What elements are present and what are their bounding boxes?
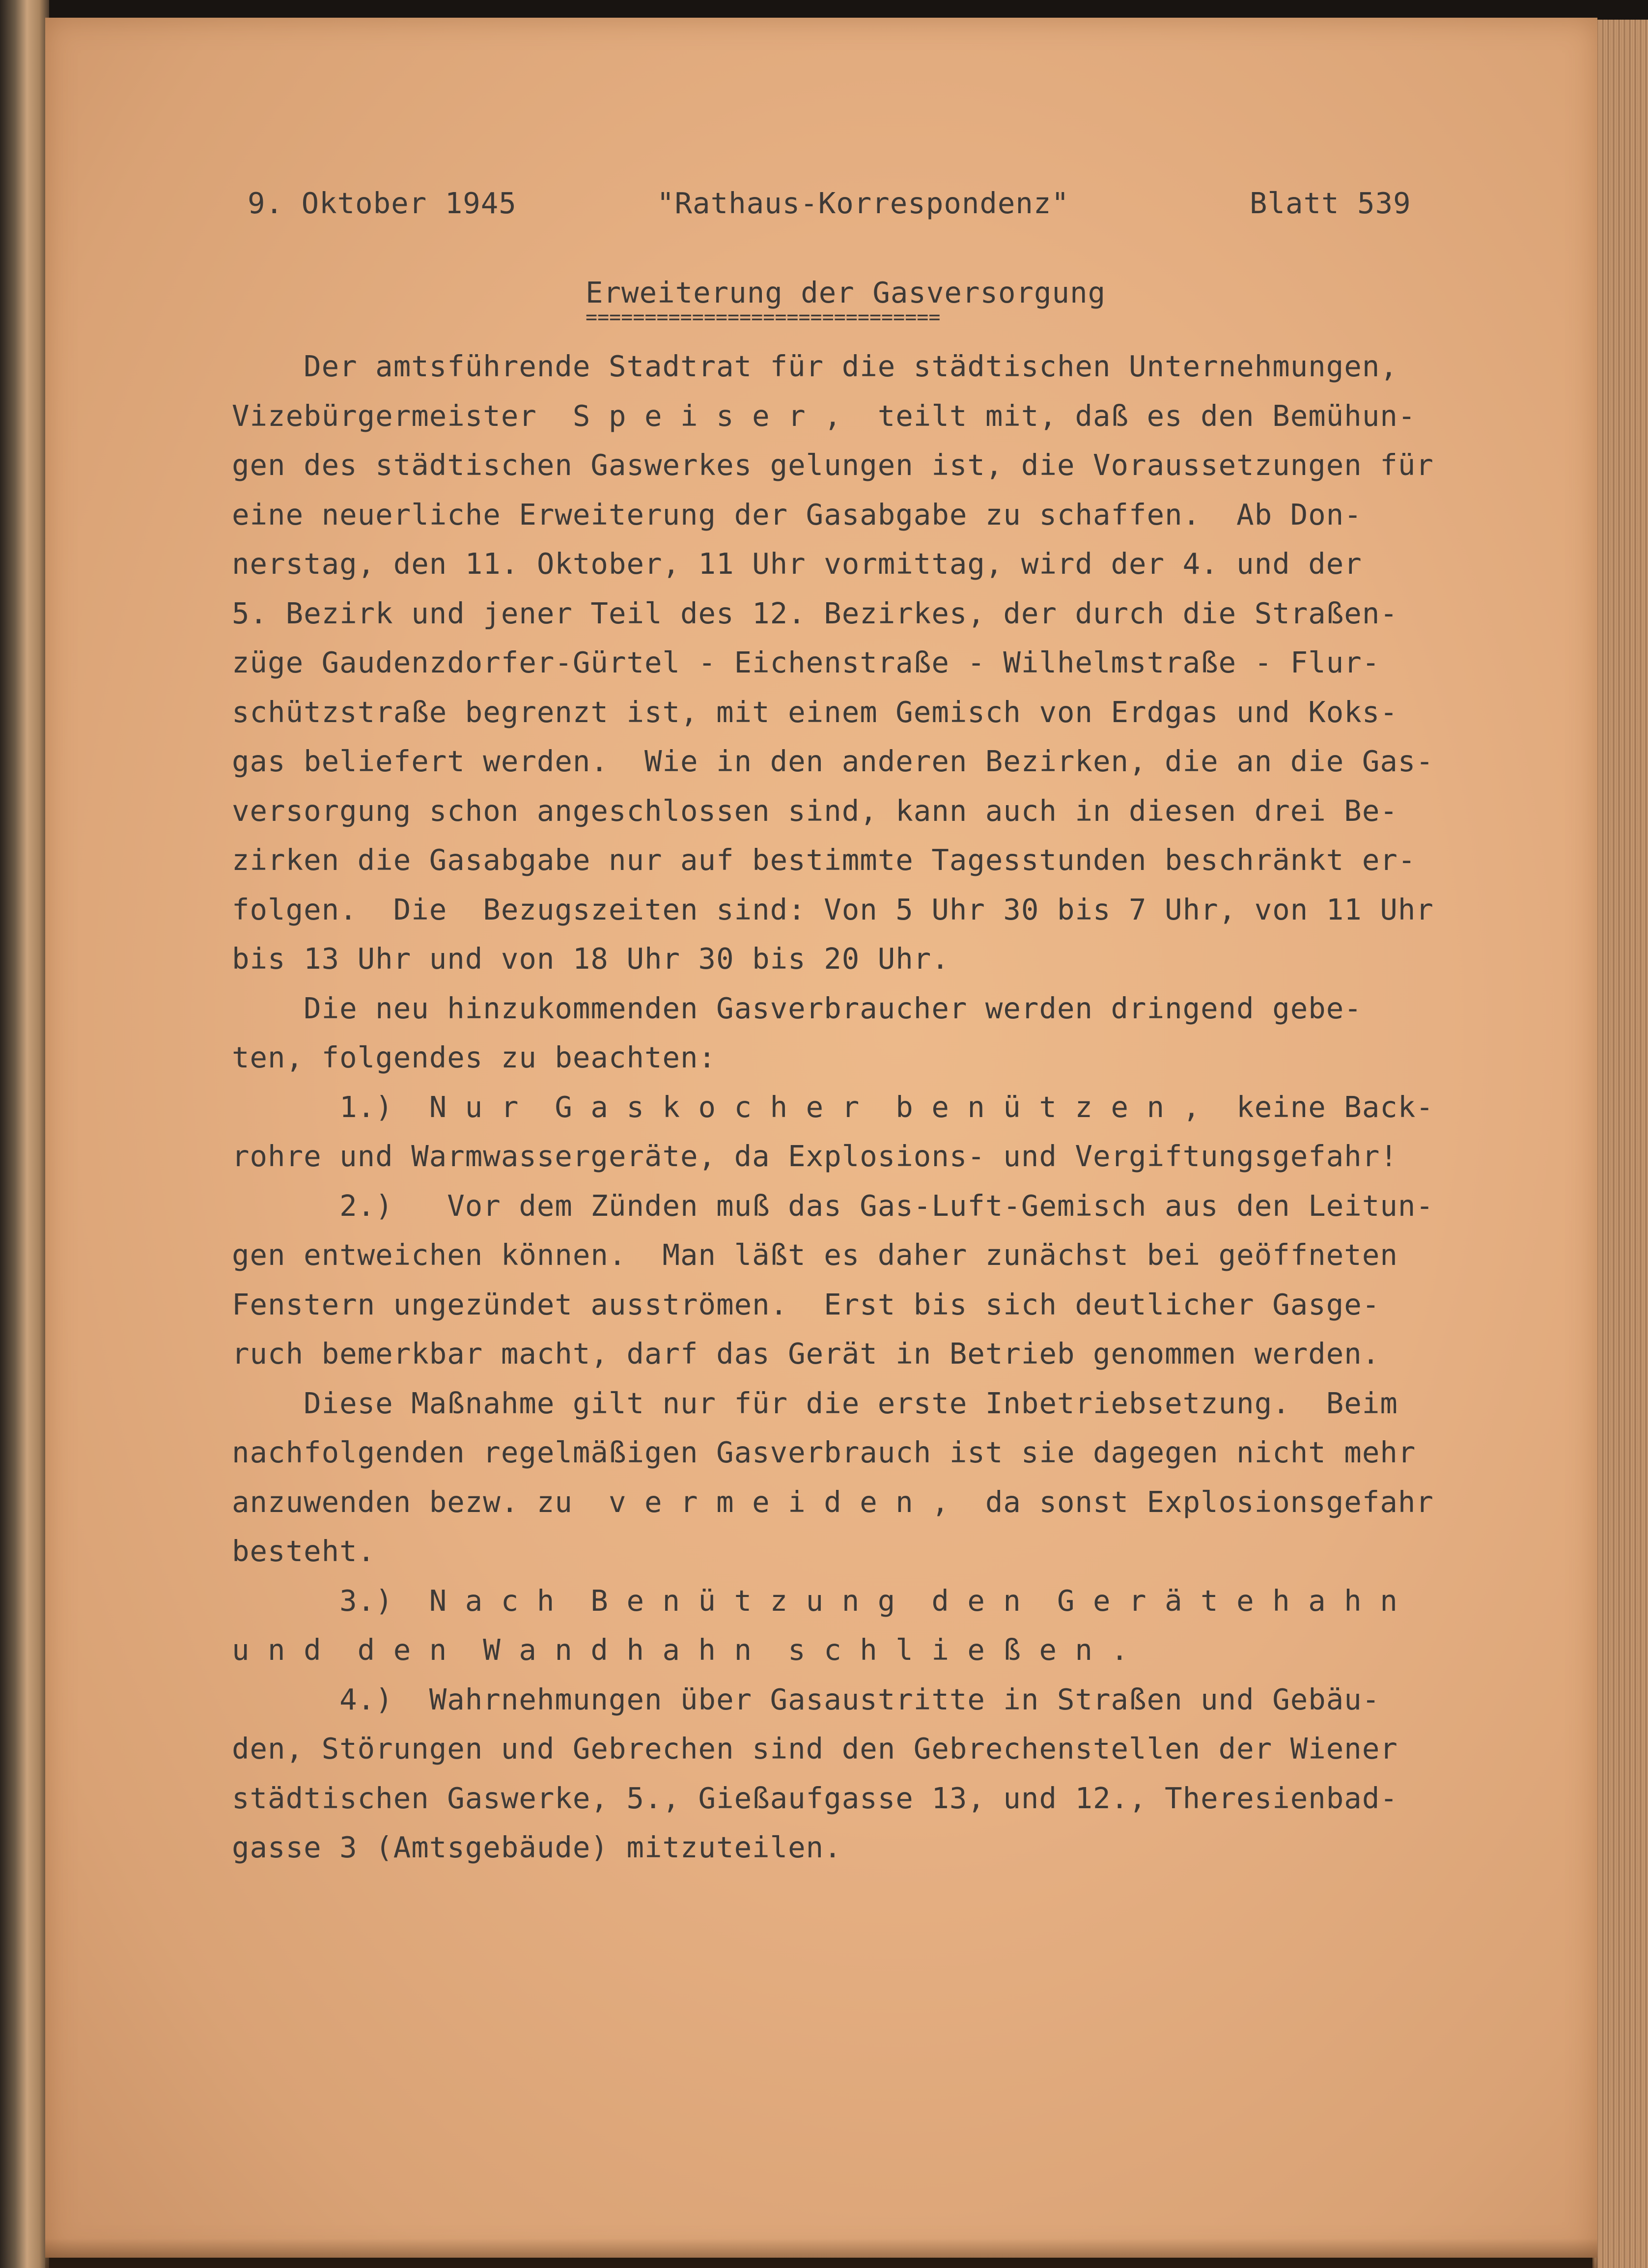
body-line: gen entweichen können. Man läßt es daher zunächst bei geöffneten bbox=[232, 1238, 1398, 1272]
body-line: folgen. Die Bezugszeiten sind: Von 5 Uhr 30 bis 7 Uhr, von 11 Uhr bbox=[232, 893, 1434, 926]
body-line: bis 13 Uhr und von 18 Uhr 30 bis 20 Uhr. bbox=[232, 942, 950, 976]
body-line: u n d d e n W a n d h a h n s c h l i e ß e n . bbox=[232, 1633, 1129, 1667]
body-line: Fenstern ungezündet ausströmen. Erst bis sich deutlicher Gasge- bbox=[232, 1288, 1380, 1321]
page-bottom-shadow bbox=[45, 2239, 1597, 2268]
header-sheet-number: Blatt 539 bbox=[1250, 186, 1411, 220]
body-line: gasse 3 (Amtsgebäude) mitzuteilen. bbox=[232, 1830, 842, 1864]
page-stack-edge bbox=[1592, 20, 1648, 2268]
body-line: rohre und Warmwassergeräte, da Explosions- und Vergiftungsgefahr! bbox=[232, 1139, 1398, 1173]
body-line: ruch bemerkbar macht, darf das Gerät in Betrieb genommen werden. bbox=[232, 1337, 1380, 1371]
body-line: 3.) N a c h B e n ü t z u n g d e n G e r ä t e h a h n bbox=[232, 1584, 1398, 1618]
header-source: "Rathaus-Korrespondenz" bbox=[657, 186, 1069, 220]
body-line: 4.) Wahrnehmungen über Gasaustritte in Straßen und Gebäu- bbox=[232, 1682, 1380, 1716]
headline: Erweiterung der Gasversorgung bbox=[586, 276, 1106, 309]
body-line: Vizebürgermeister S p e i s e r , teilt mit, daß es den Bemühun- bbox=[232, 399, 1416, 433]
body-line: versorgung schon angeschlossen sind, kann auch in diesen drei Be- bbox=[232, 794, 1398, 828]
body-line: Die neu hinzukommenden Gasverbraucher werden dringend gebe- bbox=[232, 991, 1362, 1025]
body-line: eine neuerliche Erweiterung der Gasabgabe zu schaffen. Ab Don- bbox=[232, 498, 1362, 532]
body-line: Diese Maßnahme gilt nur für die erste Inbetriebsetzung. Beim bbox=[232, 1386, 1398, 1420]
body-line: 2.) Vor dem Zünden muß das Gas-Luft-Gemisch aus den Leitun- bbox=[232, 1189, 1434, 1223]
headline-underline: ============================== bbox=[586, 306, 941, 329]
body-line: ten, folgendes zu beachten: bbox=[232, 1040, 717, 1074]
body-line: 5. Bezirk und jener Teil des 12. Bezirkes, der durch die Straßen- bbox=[232, 596, 1398, 630]
body-line: den, Störungen und Gebrechen sind den Gebrechenstellen der Wiener bbox=[232, 1732, 1398, 1765]
body-line: gas beliefert werden. Wie in den anderen Bezirken, die an die Gas- bbox=[232, 744, 1434, 778]
body-line: Der amtsführende Stadtrat für die städtischen Unternehmungen, bbox=[232, 349, 1398, 383]
header-date: 9. Oktober 1945 bbox=[248, 186, 517, 220]
body-line: besteht. bbox=[232, 1534, 376, 1568]
book-binding-edge bbox=[0, 0, 49, 2268]
body-line: anzuwenden bezw. zu v e r m e i d e n , da sonst Explosionsgefahr bbox=[232, 1485, 1434, 1519]
body-line: 1.) N u r G a s k o c h e r b e n ü t z e n , keine Back- bbox=[232, 1090, 1434, 1124]
body-line: städtischen Gaswerke, 5., Gießaufgasse 13, und 12., Theresienbad- bbox=[232, 1781, 1398, 1815]
body-line: nachfolgenden regelmäßigen Gasverbrauch ist sie dagegen nicht mehr bbox=[232, 1435, 1416, 1469]
body-line: gen des städtischen Gaswerkes gelungen ist, die Voraussetzungen für bbox=[232, 448, 1434, 482]
body-line: nerstag, den 11. Oktober, 11 Uhr vormittag, wird der 4. und der bbox=[232, 547, 1362, 581]
body-line: züge Gaudenzdorfer-Gürtel - Eichenstraße - Wilhelmstraße - Flur- bbox=[232, 645, 1380, 679]
body-line: schützstraße begrenzt ist, mit einem Gemisch von Erdgas und Koks- bbox=[232, 695, 1398, 729]
body-line: zirken die Gasabgabe nur auf bestimmte Tagesstunden beschränkt er- bbox=[232, 843, 1416, 877]
document-page bbox=[45, 18, 1597, 2258]
